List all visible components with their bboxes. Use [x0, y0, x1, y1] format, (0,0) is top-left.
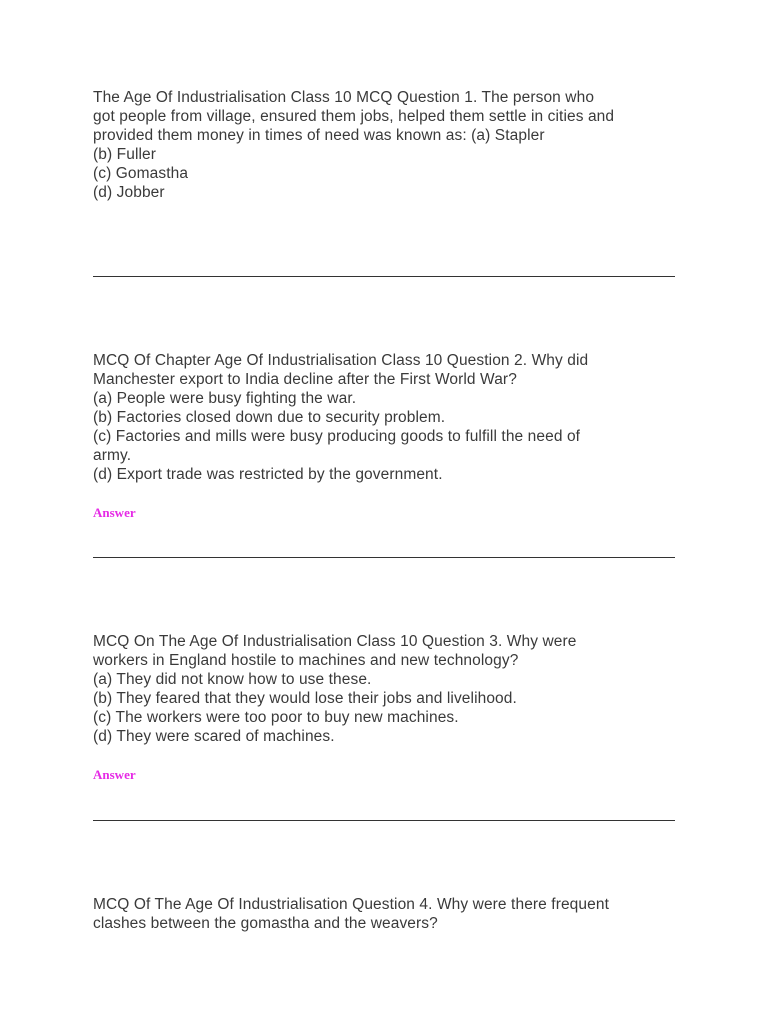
question-2-option-b: (b) Factories closed down due to security problem. — [93, 409, 446, 426]
divider-3 — [93, 820, 675, 821]
question-4 — [93, 895, 683, 933]
question-1-line-3: provided them money in times of need was known as: (a) Stapler — [93, 127, 545, 144]
question-2-line-2: Manchester export to India decline after the First World War? — [93, 371, 517, 388]
divider-1 — [93, 276, 675, 277]
question-1-line-1: The Age Of Industrialisation Class 10 MCQ Question 1. The person who — [93, 89, 595, 106]
question-2-line-1: MCQ Of Chapter Age Of Industrialisation Class 10 Question 2. Why did — [93, 352, 589, 369]
question-3-line-1: MCQ On The Age Of Industrialisation Class 10 Question 3. Why were — [93, 633, 577, 650]
question-3-line-2: workers in England hostile to machines and new technology? — [93, 652, 519, 669]
divider-2 — [93, 557, 675, 558]
answer-link-3[interactable]: Answer — [93, 767, 136, 782]
question-3-option-c: (c) The workers were too poor to buy new machines. — [93, 709, 459, 726]
answer-link-2[interactable]: Answer — [93, 505, 136, 520]
question-1 — [93, 88, 683, 202]
question-1-option-c: (c) Gomastha — [93, 165, 189, 182]
question-2-option-c-cont: army. — [93, 447, 132, 464]
question-4-line-2: clashes between the gomastha and the weavers? — [93, 915, 438, 932]
question-3-option-a: (a) They did not know how to use these. — [93, 671, 372, 688]
question-1-option-b: (b) Fuller — [93, 146, 157, 163]
question-2-option-a: (a) People were busy fighting the war. — [93, 390, 357, 407]
question-3-option-d: (d) They were scared of machines. — [93, 728, 335, 745]
question-2-option-c: (c) Factories and mills were busy producing goods to fulfill the need of — [93, 428, 581, 445]
question-3-option-b: (b) They feared that they would lose their jobs and livelihood. — [93, 690, 517, 707]
question-4-line-1: MCQ Of The Age Of Industrialisation Question 4. Why were there frequent — [93, 896, 609, 913]
question-3 — [93, 632, 683, 746]
question-1-line-2: got people from village, ensured them jobs, helped them settle in cities and — [93, 108, 615, 125]
question-2-option-d: (d) Export trade was restricted by the government. — [93, 466, 443, 483]
question-1-option-d: (d) Jobber — [93, 184, 165, 201]
question-2 — [93, 351, 683, 484]
